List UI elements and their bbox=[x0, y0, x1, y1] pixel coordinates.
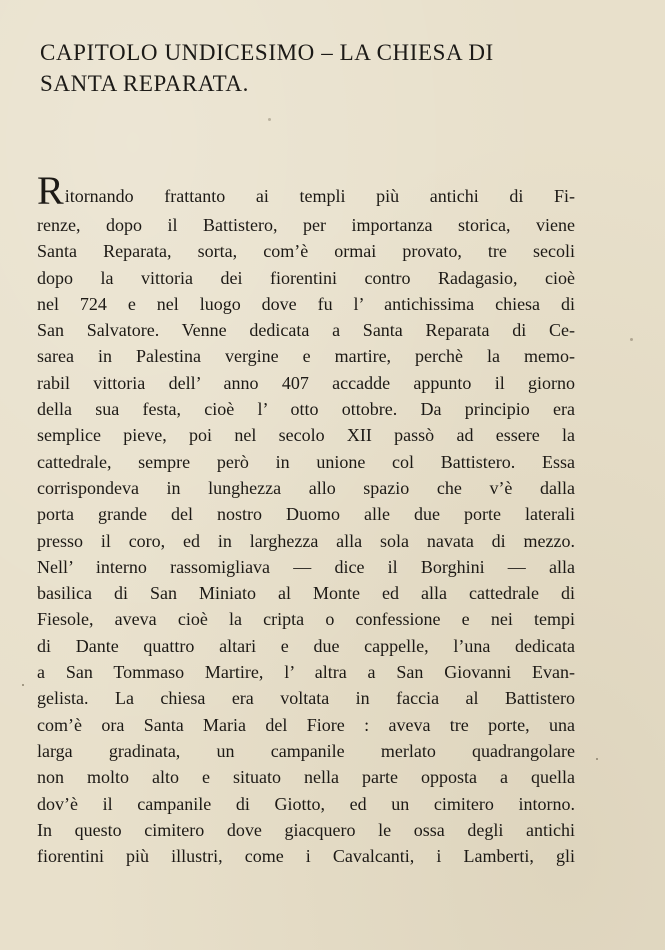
text-line: dov’è il campanile di Giotto, ed un cimitero intorno. bbox=[37, 793, 575, 814]
text-line: com’è ora Santa Maria del Fiore : aveva tre porte, una bbox=[37, 714, 575, 735]
text-line: larga gradinata, un campanile merlato quadrangolare bbox=[37, 740, 575, 761]
text-line: sarea in Palestina vergine e martire, perchè la memo- bbox=[37, 346, 575, 367]
text-line: corrispondeva in lunghezza allo spazio che v’è dalla bbox=[37, 477, 575, 498]
text-line: renze, dopo il Battistero, per importanza storica, viene bbox=[37, 215, 575, 235]
paper-speck bbox=[630, 338, 633, 341]
text-line: San Salvatore. Venne dedicata a Santa Reparata di Ce- bbox=[37, 320, 575, 341]
text-line: della sua festa, cioè l’ otto ottobre. Da principio era bbox=[37, 399, 575, 420]
chapter-title-line-2: SANTA REPARATA. bbox=[40, 71, 249, 96]
text-line: Nell’ interno rassomigliava — dice il Borghini — alla bbox=[37, 556, 575, 577]
text-line: dopo la vittoria dei fiorentini contro Radagasio, cioè bbox=[37, 267, 575, 288]
text-line: a San Tommaso Martire, l’ altra a San Giovanni Evan- bbox=[37, 662, 575, 683]
text-line: basilica di San Miniato al Monte ed alla cattedrale di bbox=[37, 583, 575, 604]
text-line: non molto alto e situato nella parte opposta a quella bbox=[37, 767, 575, 788]
chapter-title bbox=[40, 37, 600, 99]
text-line: semplice pieve, poi nel secolo XII passò ad essere la bbox=[37, 425, 575, 446]
paper-speck bbox=[268, 118, 271, 121]
text-line bbox=[37, 162, 575, 212]
text-line: Fiesole, aveva cioè la cripta o confessione e nei tempi bbox=[37, 609, 575, 630]
paper-speck bbox=[596, 758, 598, 760]
body-paragraph bbox=[37, 162, 575, 869]
text-line: fiorentini più illustri, come i Cavalcanti, i Lamberti, gli bbox=[37, 846, 575, 867]
paper-speck bbox=[22, 684, 24, 686]
chapter-title-line-1: CAPITOLO UNDICESIMO – LA CHIESA DI bbox=[40, 40, 494, 65]
text-line: In questo cimitero dove giacquero le ossa degli antichi bbox=[37, 819, 575, 840]
text-line: Santa Reparata, sorta, com’è ormai provato, tre secoli bbox=[37, 241, 575, 262]
drop-cap-initial: R bbox=[37, 168, 64, 213]
text-line: porta grande del nostro Duomo alle due porte laterali bbox=[37, 504, 575, 525]
text-line: presso il coro, ed in larghezza alla sola navata di mezzo. bbox=[37, 530, 575, 551]
text-line-content: itornando frattanto ai templi più antichi di Fi- bbox=[64, 186, 575, 206]
text-line: rabil vittoria dell’ anno 407 accadde appunto il giorno bbox=[37, 372, 575, 393]
text-line: gelista. La chiesa era voltata in faccia al Battistero bbox=[37, 688, 575, 709]
text-line: nel 724 e nel luogo dove fu l’ antichissima chiesa di bbox=[37, 293, 575, 314]
text-line: cattedrale, sempre però in unione col Battistero. Essa bbox=[37, 451, 575, 472]
text-line: di Dante quattro altari e due cappelle, l’una dedicata bbox=[37, 635, 575, 656]
